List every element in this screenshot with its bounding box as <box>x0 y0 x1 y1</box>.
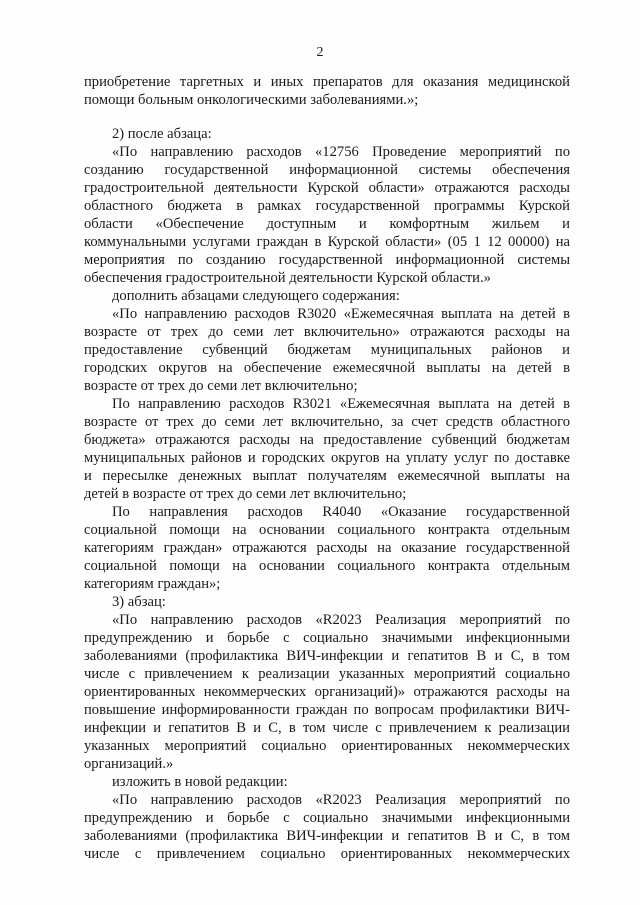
text-line: категориям граждан»; <box>84 576 221 592</box>
text-line: 3) абзац: <box>112 594 166 610</box>
text-line: изложить в новой редакции: <box>112 774 288 790</box>
text-line: возрасте от трех до семи лет включительно» отражаются расходы на <box>84 324 570 340</box>
text-line: возрасте от трех до семи лет включительно, за счет средств областного <box>84 414 570 430</box>
text-line: приобретение таргетных и иных препаратов для оказания медицинской <box>84 74 570 90</box>
text-line: указанных мероприятий социально ориентированных некоммерческих <box>84 738 570 754</box>
text-line: По направления расходов R4040 «Оказание государственной <box>112 504 570 520</box>
text-line: обеспечения градостроительной деятельности Курской области.» <box>84 270 491 286</box>
text-line: и пересылке денежных выплат получателям ежемесячной выплаты на <box>84 468 570 484</box>
text-line: предупреждению и борьбе с социально значимыми инфекционными <box>84 810 570 826</box>
text-line: предоставление субвенций бюджетам муниципальных районов и <box>84 342 570 358</box>
page-number: 2 <box>316 45 324 60</box>
text-line: социальной помощи на основании социального контракта отдельным <box>84 558 570 574</box>
text-line: городских округов на обеспечение ежемесячной выплаты на детей в <box>84 360 570 376</box>
text-line: муниципальных районов и городских округов на уплату услуг по доставке <box>84 450 570 466</box>
text-line: категориям граждан» отражаются расходы на оказание государственной <box>84 540 570 556</box>
text-line: бюджета» отражаются расходы на предоставление субвенций бюджетам <box>84 432 570 448</box>
text-line: ориентированных некоммерческих организаций)» отражаются расходы на <box>84 684 570 700</box>
text-line: «По направлению расходов «12756 Проведение мероприятий по <box>112 144 570 160</box>
text-line: детей в возрасте от трех до семи лет включительно; <box>84 486 407 502</box>
text-line: повышение информированности граждан по вопросам профилактики ВИЧ- <box>84 702 570 718</box>
text-line: инфекции и гепатитов В и С, в том числе с привлечением к реализации <box>84 720 570 736</box>
text-line: заболеваниями (профилактика ВИЧ-инфекции и гепатитов В и С, в том <box>84 828 570 844</box>
text-line: помощи больным онкологическими заболеваниями.»; <box>84 92 419 108</box>
text-line: социальной помощи на основании социального контракта отдельным <box>84 522 570 538</box>
text-line: числе с привлечением к реализации указанных мероприятий социально <box>84 666 570 682</box>
text-line: возрасте от трех до семи лет включительно; <box>84 378 358 394</box>
text-line: областного бюджета в рамках государственной программы Курской <box>84 198 570 214</box>
text-line: «По направлению расходов R3020 «Ежемесячная выплата на детей в <box>112 306 570 322</box>
text-line: По направлению расходов R3021 «Ежемесячная выплата на детей в <box>112 396 570 412</box>
text-line: организаций.» <box>84 756 174 772</box>
text-line: числе с привлечением социально ориентированных некоммерческих <box>84 846 570 862</box>
text-line: «По направлению расходов «R2023 Реализация мероприятий по <box>112 792 570 808</box>
text-line: заболеваниями (профилактика ВИЧ-инфекции и гепатитов В и С, в том <box>84 648 570 664</box>
text-line: созданию государственной информационной системы обеспечения <box>84 162 570 178</box>
text-line: области «Обеспечение доступным и комфортным жильем и <box>84 216 570 232</box>
text-line: 2) после абзаца: <box>112 126 212 142</box>
text-line: дополнить абзацами следующего содержания: <box>112 288 400 304</box>
text-line: градостроительной деятельности Курской области» отражаются расходы <box>84 180 570 196</box>
text-line: мероприятия по созданию государственной информационной системы <box>84 252 570 268</box>
text-line: предупреждению и борьбе с социально значимыми инфекционными <box>84 630 570 646</box>
text-line: «По направлению расходов «R2023 Реализация мероприятий по <box>112 612 570 628</box>
text-line: коммунальными услугами граждан в Курской области» (05 1 12 00000) на <box>84 234 570 250</box>
